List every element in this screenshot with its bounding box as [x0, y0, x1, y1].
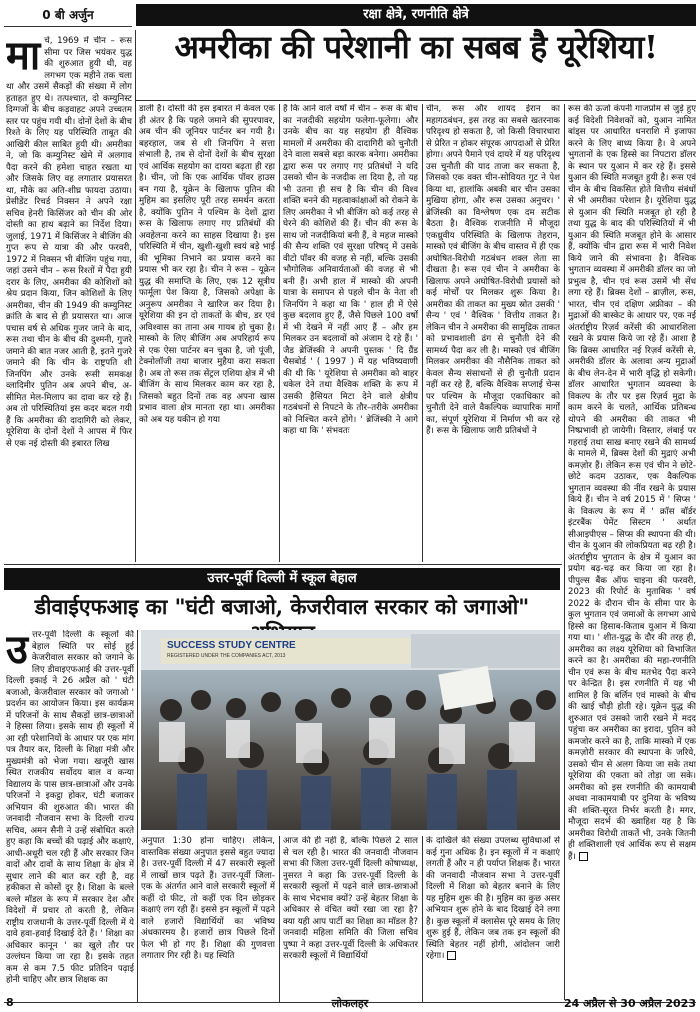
photo-banner-text: SUCCESS STUDY CENTRE — [167, 640, 296, 651]
issue-date: 24 अप्रैल से 30 अप्रैल 2023 — [563, 997, 696, 1010]
article2-end-marker — [447, 951, 456, 960]
section2-kicker: उत्तर-पूर्वी दिल्ली में स्कूल बेहाल — [4, 568, 560, 590]
article2-column-2: अनुपात 1:30 होना चाहिए। लेकिन, वास्तविक संख्या अनुपात इससे बहुत ज्यादा है। उत्तर-पूर्वी दिल्ली में 47 सरकारी स्कूलों में लाखों छात्र पढ़ते हैं। उत्तर-पूर्वी जिला-एक के अंतर्गत आने वाले सरकारी स्कूलों में कहीं दो फीट, तो कहीं एक दिन छोड़कर कक्षाएं लग रही हैं। इससे इन स्कूलों में पढ़ने वाले हजारों विद्यार्थियों का भविष्य अंधकारमय है। हजारों छात्र पिछले दिनों फेल भी हो गए हैं। शिक्षा की गुणवत्ता लगातार गिर रही है। यह स्थिति — [141, 836, 275, 961]
article1-column-2: डाली है। दोस्ती की इस इबारत में केवल एक ही अंतर है कि पहले जमाने की सुपरपावर, अब चीन की जूनियर पार्टनर बन गयी है। बहरहाल, जब से शी जिनपिंग ने सत्ता संभाली है, तब से दोनों देशों के बीच सुरक्षा एवं आर्थिक सहयोग का दायरा बढ़ता ही रहा है। चीन, जो कि एक आर्थिक पॉवर हाउस बन गया है, यूक्रेन के खिलाफ पुतिन की मुहिम का इसलिए पूरी तरह समर्थन करता है, क्योंकि पुतिन ने पश्चिम के देशों द्वारा रूस के खिलाफ लगाए गए प्रतिबंधों की अवहेलना करने का साहस दिखाया है। इस परिस्थिति में चीन, खुशी-खुशी स्वयं बड़े भाई की भूमिका निभाने का प्रयास करने का प्रयास भी कर रहा है। चीन ने रूस – यूक्रेन युद्ध की समाप्ति के लिए, एक 12 सूत्रीय फार्मूला पेश किया है, जिसको अपेक्षा के अनुरूप अमरीका ने खारिज कर दिया है। यूरेशिया की इन दो ताकतों के बीच, डर एवं अविश्वास का ताना अब गायब हो चुका है। मास्को के लिए बीजिंग अब अपरिहार्य रूप से एक ऐसा पार्टनर बन चुका है, जो पूंजी, टेक्नोलॉजी तथा बाजार मुहैया करा सकता है। अब तो रूस तक सेंट्रल एशिया क्षेत्र में भी बीजिंग के साथ मिलकर काम कर रहा है, जिसको बहुत दिनों तक वह अपना खास प्रभाव वाला क्षेत्र मानता रहा था। अमरीका को अब यह यकीन हो गया — [139, 104, 275, 425]
article1-dropcap: मा — [6, 36, 41, 79]
article1-column-4: चीन, रूस और शायद ईरान का महागठबंधन, इस तरह का सबसे खतरनाक परिदृश्य हो सकता है, जो किसी विचारधारा से प्रेरित न होकर संपूरक आपदाओं से प्रेरित होगा। अपने पैमाने एवं दायरे में यह परिदृश्य उस चुनौती की याद ताजा कर सकता है, जिसको एक वक्त चीन-सोवियत गुट ने पेश किया था, हालांकि अबकी बार चीन उसका मुखिया होगा, और रूस उसका अनुचर। ' ब्रेजिंस्की का विश्लेषण एक दम सटीक बैठता है। वैश्विक राजनीति में मौजूदा एकध्रुवीय परिस्थिति के खिलाफ तेहरान, मास्को एवं बीजिंग के बीच वास्तव में ही एक अघोषित-विरोधी गठबंधन शक्ल लेता सा दीखता है। रूस एवं चीन ने अमरीका के खिलाफ अपने अघोषित-विरोधी प्रयासों को कई मोर्चों पर मिलकर शुरू किया है। अमरीका की ताकत का मुख्य स्रोत उसकी ' सैन्य ' एवं ' वैश्विक ' वित्तीय ताकत है। लेकिन चीन ने अमरीका की सामुद्रिक ताकत को प्रभावशाली ढंग से चुनौती देने की सामर्थ्य पैदा कर ली है। मास्को एवं बीजिंग मिलकर अमरीका की नौसैनिक ताकत को केवल सैन्य संसाधनों से ही चुनौती प्रदान नहीं कर रहे हैं, बल्कि वैश्विक सप्लाई चेन्स पर पश्चिम के मौजूदा एकाधिकार को चुनौती देने वाले वैकल्पिक व्यापारिक मार्गों का, संपूर्ण यूरेशिया में निर्माण भी कर रहे हैं। रूस के खिलाफ जारी प्रतिबंधों ने — [426, 104, 560, 436]
article1-column-3: है कि आने वाले वर्षों में चीन – रूस के बीच का नजदीकी सहयोग फलेगा-फूलेगा। और उनके बीच का यह सहयोग ही वैश्विक मामलों में अमरीका की दादागिरी को चुनौती देने वाला सबसे बड़ा कारक बनेगा। अमरीका द्वारा रूस पर लगाए गए प्रतिबंधों ने यदि उसको चीन के नजदीक ला दिया है, तो यह भी उतना ही सच है कि चीन की विश्व शक्ति बनने की महत्वाकांक्षाओं को रोकने के लिए अमरीका ने भी बीजिंग को कई तरह से घेरने की कोशिशें की हैं। चीन की रूस के साथ जो नजदीकियां बनी हैं, वे महज मास्को की सैन्य शक्ति एवं सुरक्षा परिषद् में उसके वीटो पॉवर की वजह से नहीं, बल्कि उसकी भौगोलिक अनिवार्यताओं की वजह से भी बनी हैं। अभी हाल में मास्को की अपनी यात्रा के समापन से पहले चीन के नेता शी जिनपिंग ने कहा था कि ' हाल ही में ऐसे कुछ बदलाव हुए हैं, जैसे पिछले 100 वर्षों में भी देखने में नहीं आए हैं – और हम मिलकर उन बदलावों को अंजाम दे रहे हैं। ' जैड ब्रेजिंस्की ने अपनी पुस्तक ' दि ग्रैंड चैसबोर्ड ' ( 1997 ) में यह भविष्यवाणी की थी कि ' यूरेशिया से अमरीका को बाहर धकेल देने तथा वैश्विक शक्ति के रूप में उसकी हैसियत मिटा देने वाले क्षेत्रीय गठबंधनों से निपटने के तौर–तरीके अमरीका को निश्चित करने होंगे। ' ब्रेजिंस्की ने आगे कहा था कि ' संभवतः — [283, 104, 418, 436]
article-end-marker — [579, 852, 588, 861]
article2-column-3: आज की ही नहीं है, बल्कि पिछले 2 साल से चल रही है। भारत की जनवादी नौजवान सभा की जिला उत्तर-पूर्वी दिल्ली कोषाध्यक्ष, नुसरत ने कहा कि उत्तर-पूर्वी दिल्ली के सरकारी स्कूलों में पढ़ने वाले छात्र-छात्राओं के साथ भेदभाव क्यों? उन्हें बेहतर शिक्षा के अधिकार से वंचित क्यों रखा जा रहा है? क्या यही आप पार्टी का शिक्षा का मॉडल है? जनवादी महिला समिति की जिला सचिव पुष्पा ने कहा उत्तर-पूर्वी दिल्ली के अधिकतर सरकारी स्कूलों में विद्यार्थियों — [283, 836, 418, 961]
photo-banner-subtext: REGISTERED UNDER THE COMPANIES ACT, 2013 — [167, 653, 286, 659]
page-headline: अमरीका की परेशानी का सबब है यूरेशिया! — [174, 28, 658, 66]
article1-col1-text: र्च, 1969 में चीन – रूस सीमा पर जिस भयंकर युद्ध की शुरुआत हुयी थी, वह लगभग एक महीने तक चला था और उसमें सैकड़ों की संख्या में लोग हताहत हुए थे। तत्पश्चात, दो कम्युनिस्ट दिग्गजों के बीच कड़वाहट अपने उच्चतम स्तर पर पहुंच गयी थी। दोनों देशों के बीच रिश्ते के लिए यह परिस्थिति ताबूत की आखिरी कील साबित हुयी थी। अमरीका ने, जो कि कम्युनिस्ट खेमे में अलगाव पैदा करने की हमेशा चाहत रखता था और जिसके लिए वह लगातार प्रयासरत था, मौके का अति-शीघ्र फायदा उठाया। प्रेसीडेंट रिचर्ड निक्सन ने अपने रक्षा सचिव हेनरी किसिंजर को चीन की ओर दोस्ती का हाथ बढ़ाने का निर्देश दिया। जुलाई, 1971 में किसिंजर ने बीजिंग की गुप्त रूप से यात्रा की और फरवरी, 1972 में निक्सन भी बीजिंग पहुंच गया, जहां उसने चीन – रूस रिश्तों में पैदा हुयी दरार के लिए, अमरीका की कोशिशों को श्रेय प्रदान किया, जिन कोशिशों के लिए अमरीका, चीन की 1949 की कम्युनिस्ट क्रांति के बाद से ही प्रयासरत था। आज पचास वर्ष से अधिक गुजर जाने के बाद, रूस तथा चीन के बीच की दुश्मनी, गुजरे जमाने की बात नजर आती है, इतने गुजरे जमाने की कि चीन के राष्ट्रपति शी जिनपिंग और उनके रूसी समकक्ष व्लादिमीर पुतिन अब अपने बीच, अ-सीमित मेल-मिलाप का दावा कर रहे हैं। अब तो परिस्थितियां इस कदर बदल गयी हैं कि अमरीका की दादागिरी को लेकर, यूरेशिया के दोनों देशों ने आपस में फिर से एक नई दोस्ती की इबारत लिख — [6, 36, 132, 449]
section-kicker: रक्षा क्षेत्रे, रणनीति क्षेत्रे — [136, 4, 696, 26]
publication-name: लोकलहर — [331, 997, 369, 1010]
byline: 0 बी अर्जुन — [42, 8, 94, 22]
page-number: 8 — [6, 996, 14, 1009]
article2-col1-text: त्तर-पूर्वी दिल्ली के स्कूलों की बेहाल स्थिति पर सोई हुई केजरीवाल सरकार को जगाने के लिए डीवाइएफआई की उत्तर-पूर्वी दिल्ली इकाई ने 26 अप्रैल को ' घंटी बजाओ, केजरीवाल सरकार को जगाओ ' प्रदर्शन का आयोजन किया। इस कार्यक्रम में परिजनों के साथ सैकड़ों छात्र-छात्राओं ने हिस्सा लिया। इसके साथ ही स्कूलों में आ रही परेशानियों के आधार पर एक मांग पत्र तैयार कर, दिल्ली के शिक्षा मंत्री और मुख्यमंत्री को भेजा गया। खजूरी खास स्थित राजकीय सर्वोदय बाल व कन्या विद्यालय के पास छात्र-छात्राओं और उनके परिजनों ने इकट्ठा होकर, घंटी बजाकर अभियान की शुरुआत की। भारत की जनवादी नौजवान सभा के दिल्ली राज्य सचिव, अमन सैनी ने उन्हें संबोधित करते हुए कहा कि बच्चों की पढ़ाई और कक्षाएं, आधी-अधूरी चल रही हैं और सरकार जिन वादों और दावों के साथ शिक्षा के क्षेत्र में सुधार लाने की बात कर रही है, वह हकीकत से कोसों दूर है। शिक्षा के बल्ले बल्ले मॉडल के रूप में सरकार देश और विदेशों में प्रचार तो करती है, लेकिन राष्ट्रीय राजधानी के उत्तर-पूर्वी दिल्ली में ये दावे हवा-हवाई दिखाई देते हैं। ' शिक्षा का अधिकार कानून ' का खुले तौर पर उल्लंघन किया जा रहा है। इसके तहत कम से कम 7.5 फीट प्रतिदिन पढ़ाई होनी चाहिए और छात्र शिक्षक का — [6, 630, 134, 985]
article1-col5-text: रूस की ऊर्जा कंपनी गाजप्रोम से जुड़े हुए कई विदेशी निवेशकों को, युआन नामित बांड्स पर आधारित धनराशि में इजाफा करने के लिए बाध्य किया है। वे अपने भुगतानों के एक हिस्से का निपटारा डॉलर के स्थान पर युआन में कर रहे हैं। इससे युआन की स्थिति मजबूत हुयी है। रूस एवं चीन के बीच विकसित होते वित्तीय संबंधों से भी अमरीका परेशान है। यूरेशिया युद्ध से युआन की स्थिति मजबूत हो रही है तथा युद्ध के बाद की परिस्थितियों में भी युआन की स्थिति मजबूत होने के आसार हैं, क्योंकि चीन द्वारा रूस में भारी निवेश किये जाने की संभावना है। वैश्विक भुगतान व्यवस्था में अमरीकी डॉलर का जो प्रभुत्व है, चीन एवं रूस उसमें भी सेंध लगा रहे हैं। ब्रिक्स देशों – ब्राज़ील, रूस, भारत, चीन एवं दक्षिण अफ्रीका – की मुद्राओं की बास्केट के आधार पर, एक नई अंतर्राष्ट्रीय रिज़र्व करेंसी की आधारशिला रखने के प्रयास किये जा रहे हैं। आशा है कि ब्रिक्स आधारित नई रिज़र्व करेंसी से, अमरीकी डॉलर के अलावा अन्य मुद्राओं के बीच लेन-देन में भारी वृद्धि हो सकेगी। डॉलर आधारित भुगतान व्यवस्था के विकल्प के तौर पर इस रिज़र्व मुद्रा के काम करने के चलते, आर्थिक प्रतिबन्ध थोपने की अमरीका की ताकत भी निष्प्रभावी हो जायेगी। विस्तार, लंबाई पर गहराई तथा साख बनाए रखने की सामर्थ्य के मामले में, ब्रिक्स देशों की मुद्राएं अभी कमज़ोर हैं। लेकिन रूस एवं चीन ने छोटे-छोटे कदम उठाकर, एक वैकल्पिक भुगतान व्यवस्था की नींव रखने के प्रयास किये हैं। चीन ने वर्ष 2015 में ' सिप्स ' के विकल्प के रूप में ' क्रॉस बॉर्डर इंटरबैंक पेमेंट सिस्टम ' अर्थात सीआइपीएस – सिप्स की स्थापना की थी। चीन के युआन की लोकप्रियता बढ़ रही है। अंतर्राष्ट्रीय भुगतान के क्षेत्र में युआन का प्रयोग बढ़-चढ़ कर किया जा रहा है। पीपुल्स बैंक ऑफ चाइना की फरवरी, 2023 की रिपोर्ट के मुताबिक ' वर्ष 2022 के दौरान चीन के सीमा पार के कुल भुगतान एवं जमाओं के लगभग आधे हिस्से का हिसाब-किताब युआन में किया गया था। ' शीत-युद्ध के दौर की तरह ही, अमरीका का लक्ष्य यूरेशिया को विभाजित करने का है। अमरीका की महा-रणनीति चीन एवं रूस के बीच मतभेद पैदा करने पर केन्द्रित है। इस रणनीति में यह भी शामिल है कि बर्लिन एवं मास्को के बीच की खाई चौड़ी होती रहे। यूक्रेन युद्ध की शुरुआत एवं उसको जारी रखने में मदद पहुंचा कर अमरीका का इरादा, पुतिन को कमजोर करने का है, ताकि मास्को में एक कमज़ोरी सरकार की स्थापना के जरिये, उसको चीन से अलग किया जा सके तथा यूरेशिया की एकता को तोड़ा जा सके। अमरीका को इस रणनीति की कामयाबी अथवा नाकामयाबी पर दुनिया के भविष्य की शक्ति-सूरत निर्भर करती है। मगर, मौजूदा सदर्भ की ख्वाहिश यह है कि अमरीका विरोधी ताकतें भी, उनके जितनी ही शक्तिशाली एवं आर्थिक रूप से सक्षम हैं। — [568, 104, 696, 862]
article1-column-5 — [568, 104, 696, 1000]
article2-dropcap: उ — [6, 630, 28, 673]
article2-headline: डीवाईएफआइ का "घंटी बजाओ, केजरीवाल सरकार को जगाओ" — [34, 594, 530, 619]
article2-column-4 — [426, 836, 560, 1002]
article1-column-1 — [6, 36, 132, 562]
article2-column-1 — [6, 630, 134, 1002]
protest-photo — [141, 630, 560, 830]
article2-col4-text: के दाखिले की संख्या उपलब्ध सुविधाओं से कई गुना अधिक है। इन स्कूलों में न कक्षाएं लगती हैं और न ही पर्याप्त शिक्षक हैं। भारत की जनवादी नौजवान सभा ने उत्तर-पूर्वी दिल्ली में शिक्षा को बेहतर बनाने के लिए यह मुहिम शुरू की है। मुहिम का कुछ असर अभियान शुरू होने के बाद दिखाई देने लगा है। कुछ स्कूलों में क्लासेस पूरे समय के लिए शुरू हुई हैं, लेकिन जब तक इन स्कूलों की स्थिति बेहतर नहीं होगी, आंदोलन जारी रहेगा। — [426, 836, 560, 961]
